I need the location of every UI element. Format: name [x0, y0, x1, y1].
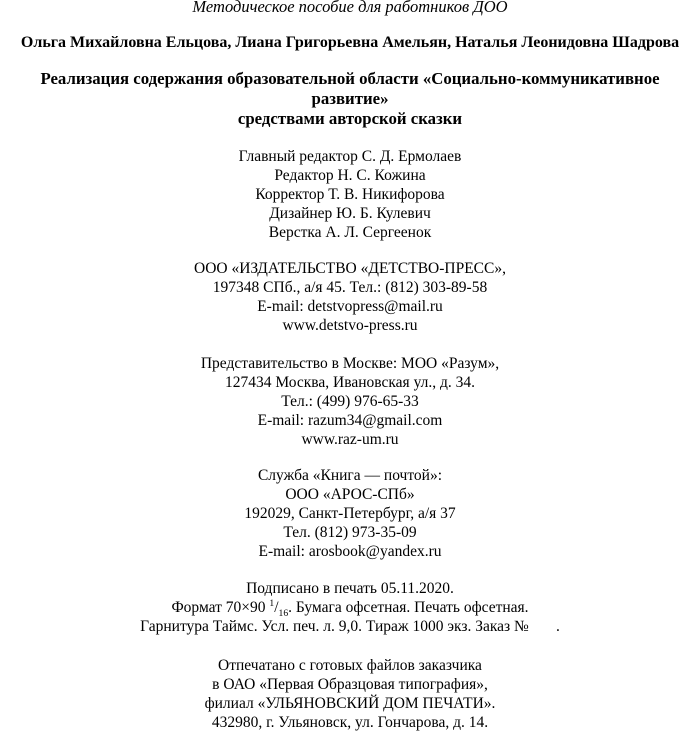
imprint-typeface-line: Гарнитура Таймс. Усл. печ. л. 9,0. Тираж 1000 экз. Заказ № . — [140, 618, 560, 635]
staff-line-editor: Редактор Н. С. Кожина — [274, 167, 426, 184]
publisher-email: E-mail: detstvopress@mail.ru — [257, 298, 443, 315]
book-by-mail-address: 192029, Санкт-Петербург, а/я 37 — [244, 505, 456, 522]
staff-line-chief-editor: Главный редактор С. Д. Ермолаев — [238, 148, 462, 165]
staff-line-designer: Дизайнер Ю. Б. Кулевич — [269, 205, 431, 222]
book-by-mail-phone: Тел. (812) 973-35-09 — [283, 524, 417, 541]
imprint-format-line — [0, 597, 700, 620]
moscow-office-email: E-mail: razum34@gmail.com — [257, 412, 443, 429]
series-note: Методическое пособие для работников ДОО — [192, 0, 508, 16]
moscow-office-phone: Тел.: (499) 976-65-33 — [281, 393, 419, 410]
staff-line-proofreader: Корректор Т. В. Никифорова — [255, 186, 445, 203]
moscow-office-block — [0, 354, 700, 449]
book-by-mail-email: E-mail: arosbook@yandex.ru — [258, 543, 442, 560]
format-fraction — [269, 597, 289, 620]
publisher-block — [0, 259, 700, 335]
book-title — [0, 69, 700, 129]
moscow-office-address: 127434 Москва, Ивановская ул., д. 34. — [224, 374, 476, 391]
printer-company: в ОАО «Первая Образцовая типография», — [212, 676, 488, 693]
publisher-name: ООО «ИЗДАТЕЛЬСТВО «ДЕТСТВО-ПРЕСС», — [194, 260, 506, 277]
printer-note: Отпечатано с готовых файлов заказчика — [218, 657, 482, 674]
format-fraction-numerator: 1 — [269, 597, 275, 609]
printer-address: 432980, г. Ульяновск, ул. Гончарова, д. 14. — [211, 714, 489, 731]
book-by-mail-service: Служба «Книга — почтой»: — [257, 467, 443, 484]
imprint-signed-date: Подписано в печать 05.11.2020. — [246, 580, 454, 597]
publisher-website: www.detstvo-press.ru — [282, 317, 418, 334]
book-by-mail-company: ООО «АРОС-СПб» — [285, 486, 415, 503]
format-fraction-slash: / — [274, 599, 279, 616]
book-title-line-1: Реализация содержания образовательной области «Социально-коммуникативное развитие» — [40, 69, 660, 108]
printer-branch: филиал «УЛЬЯНОВСКИЙ ДОМ ПЕЧАТИ». — [204, 695, 496, 712]
imprint-format-after: . Бумага офсетная. Печать офсетная. — [288, 599, 529, 616]
book-title-line-2: средствами авторской сказки — [237, 109, 463, 128]
book-by-mail-block — [0, 466, 700, 561]
staff-line-layout: Верстка А. Л. Сергеенок — [268, 224, 432, 241]
authors-line: Ольга Михайловна Ельцова, Лиана Григорьевна Амельян, Наталья Леонидовна Шадрова — [20, 34, 680, 51]
publisher-address-phone: 197348 СПб., а/я 45. Тел.: (812) 303-89-58 — [212, 279, 488, 296]
moscow-office-name: Представительство в Москве: МОО «Разум», — [200, 355, 500, 372]
moscow-office-website: www.raz-um.ru — [301, 431, 399, 448]
imprint-block — [0, 579, 700, 636]
format-fraction-denominator: 16 — [278, 608, 289, 620]
editorial-staff-block — [0, 147, 700, 242]
imprint-format-before: Формат 70×90 — [171, 599, 270, 616]
printing-house-block — [0, 656, 700, 732]
